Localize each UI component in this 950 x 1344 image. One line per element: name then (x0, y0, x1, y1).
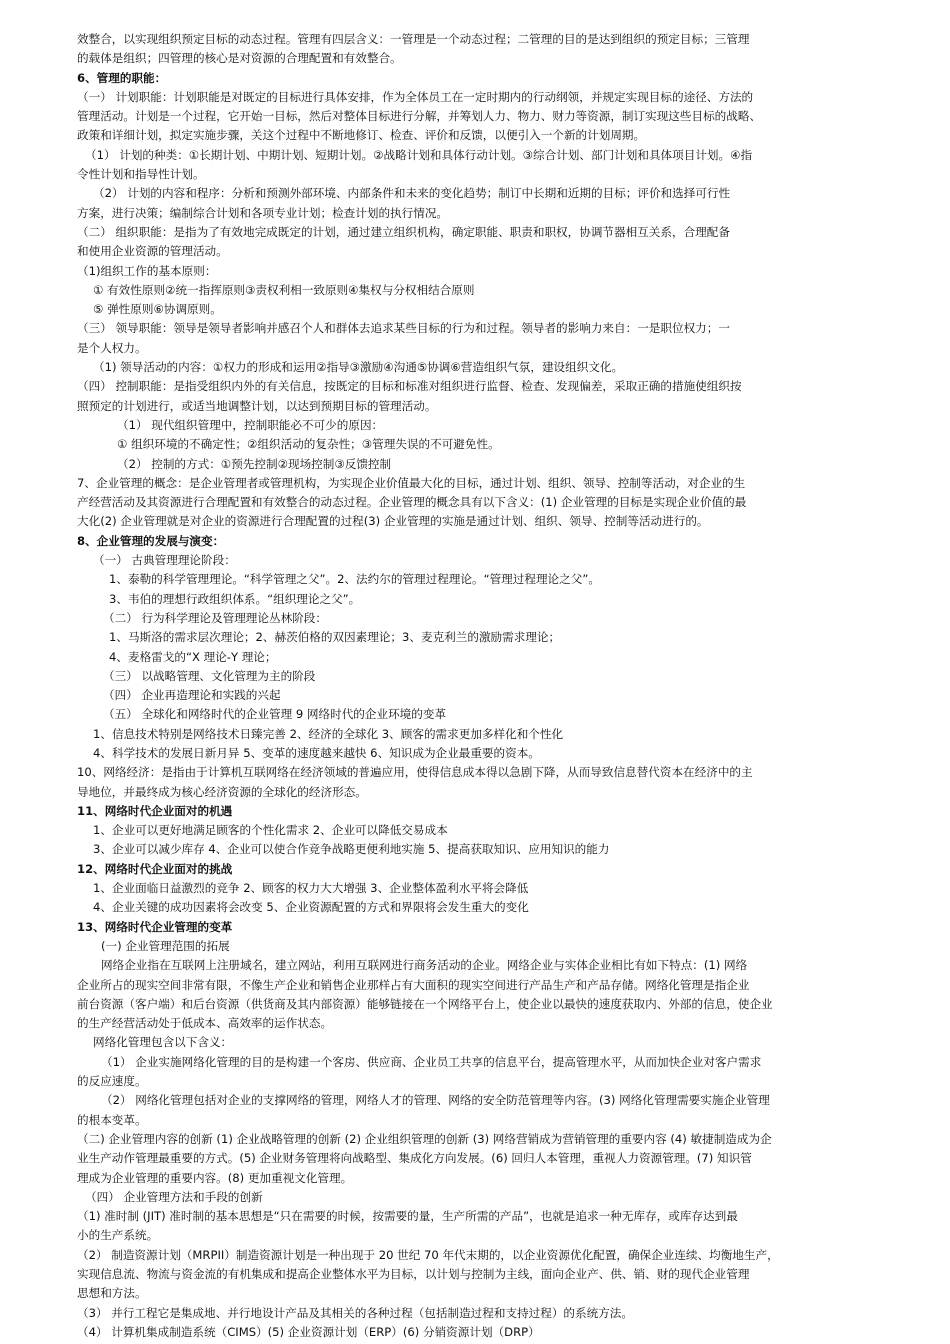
text-line: 网络化管理包含以下含义： (93, 1035, 233, 1050)
text-line: 大化(2) 企业管理就是对企业的资源进行合理配置的过程(3) 企业管理的实施是通过计划、组织、领导、控制等活动进行的。 (77, 514, 709, 529)
text-line: 前台资源（客户端）和后台资源（供货商及其内部资源）能够链接在一个网络平台上，使企业以最快的速度获取内、外部的信息，使企业 (77, 996, 773, 1011)
text-line: 产经营活动及其资源进行合理配置和有效整合的动态过程。企业管理的概念具有以下含义：(1) 企业管理的目标是实现企业价值的最 (77, 495, 747, 510)
text-line: （3） 并行工程它是集成地、并行地设计产品及其相关的各种过程（包括制造过程和支持过程）的系统方法。 (77, 1305, 633, 1320)
text-line: （四） 控制职能：是指受组织内外的有关信息，按既定的目标和标准对组织进行监督、检查、发现偏差，采取正确的措施使组织按 (77, 379, 742, 394)
text-line: （一） 古典管理理论阶段： (93, 553, 236, 568)
text-line: （四） 企业再造理论和实践的兴起 (103, 688, 281, 703)
text-line: 的载体是组织；四管理的核心是对资源的合理配置和有效整合。 (77, 51, 402, 66)
text-line: 理成为企业管理的重要内容。(8) 更加重视文化管理。 (77, 1170, 353, 1185)
text-line: 政策和详细计划，拟定实施步骤，关这个过程中不断地修订、检查、评价和反馈，以便引入一个新的计划周期。 (77, 128, 646, 143)
text-line: 的反应速度。 (77, 1074, 147, 1089)
text-line: 业生产动作管理最重要的方式。(5) 企业财务管理将向战略型、集成化方向发展。(6) 回归人本管理，重视人力资源管理。(7) 知识管 (77, 1151, 752, 1166)
text-line: （1) 领导活动的内容：①权力的形成和运用②指导③激励④沟通⑤协调⑥营造组织气氛，建设组织文化。 (93, 360, 624, 375)
text-line: 效整合，以实现组织预定目标的动态过程。管理有四层含义：一管理是一个动态过程；二管理的目的是达到组织的预定目标；三管理 (77, 32, 750, 46)
text-line: （二) 企业管理内容的创新 (1) 企业战略管理的创新 (2) 企业组织管理的创新 (3) 网络营销成为营销管理的重要内容 (4) 敏捷制造成为企 (77, 1131, 772, 1146)
section-heading: 11、网络时代企业面对的机遇 (77, 803, 233, 818)
text-line: （四） 企业管理方法和手段的创新 (85, 1189, 263, 1204)
text-line: 的根本变革。 (77, 1112, 147, 1127)
text-line: 4、企业关键的成功因素将会改变 5、企业资源配置的方式和界限将会发生重大的变化 (93, 900, 529, 915)
text-line: （1)组织工作的基本原则： (77, 263, 217, 278)
text-line: （2） 制造资源计划（MRPII）制造资源计划是一种出现于 20 世纪 70 年代末期的，以企业资源优化配置，确保企业连续、均衡地生产， (77, 1247, 779, 1262)
text-line: （三） 以战略管理、文化管理为主的阶段 (103, 668, 316, 683)
text-line: （4） 计算机集成制造系统（CIMS）(5) 企业资源计划（ERP）(6) 分销资源计划（DRP） (77, 1324, 540, 1339)
text-line: 思想和方法。 (77, 1286, 147, 1301)
text-line: ⑤ 弹性原则⑥协调原则。 (93, 302, 222, 317)
text-line: 4、麦格雷戈的“X 理论-Y 理论； (109, 649, 277, 664)
text-line: 10、网络经济：是指由于计算机互联网络在经济领域的普遍应用，使得信息成本得以急剧下降，从而导致信息替代资本在经济中的主 (77, 765, 753, 780)
text-line: 1、企业面临日益激烈的竞争 2、顾客的权力大大增强 3、企业整体盈利水平将会降低 (93, 881, 529, 896)
section-heading: 6、管理的职能： (77, 70, 167, 85)
text-line: 1、信息技术特别是网络技术日臻完善 2、经济的全球化 3、顾客的需求更加多样化和个性化 (93, 726, 564, 741)
text-line: （三） 领导职能：领导是领导者影响并感召个人和群体去追求某些目标的行为和过程。领导者的影响力来自：一是职位权力；一 (77, 321, 730, 336)
text-line: 照预定的计划进行，或适当地调整计划，以达到预期目标的管理活动。 (77, 398, 437, 413)
text-line: （二） 组织职能：是指为了有效地完成既定的计划，通过建立组织机构，确定职能、职责和职权，协调节器相互关系，合理配备 (77, 224, 730, 239)
text-line: （1） 企业实施网络化管理的目的是构建一个客房、供应商、企业员工共享的信息平台，提高管理水平，从而加快企业对客户需求 (101, 1054, 762, 1069)
section-heading: 12、网络时代企业面对的挑战 (77, 861, 233, 876)
text-line: 方案，进行决策；编制综合计划和各项专业计划；检查计划的执行情况。 (77, 205, 449, 220)
text-line: 3、韦伯的理想行政组织体系。“组织理论之父”。 (109, 591, 361, 606)
text-line: （2） 控制的方式：①预先控制②现场控制③反馈控制 (117, 456, 392, 471)
text-line: 1、企业可以更好地满足顾客的个性化需求 2、企业可以降低交易成本 (93, 823, 448, 838)
text-line: 和使用企业资源的管理活动。 (77, 244, 228, 259)
text-line: 4、科学技术的发展日新月异 5、变革的速度越来越快 6、知识成为企业最重要的资本。 (93, 745, 540, 760)
text-line: 1、泰勒的科学管理理论。“科学管理之父”。2、法约尔的管理过程理论。“管理过程理论之父”。 (109, 572, 600, 587)
section-heading: 13、网络时代企业管理的变革 (77, 919, 233, 934)
text-line: 小的生产系统。 (77, 1228, 159, 1243)
text-line: （1） 现代组织管理中，控制职能必不可少的原因： (117, 417, 384, 432)
text-line: 网络企业指在互联网上注册域名，建立网站，利用互联网进行商务活动的企业。网络企业与实体企业相比有如下特点：(1) 网络 (101, 958, 748, 973)
section-heading: 8、企业管理的发展与演变： (77, 533, 225, 548)
text-line: 3、企业可以减少库存 4、企业可以使合作竞争战略更便利地实施 5、提高获取知识、应用知识的能力 (93, 842, 610, 857)
text-line: （2） 计划的内容和程序：分析和预测外部环境、内部条件和未来的变化趋势；制订中长期和近期的目标；评价和选择可行性 (93, 186, 731, 201)
text-line: （2） 网络化管理包括对企业的支撑网络的管理，网络人才的管理、网络的安全防范管理等内容。(3) 网络化管理需要实施企业管理 (101, 1093, 770, 1108)
text-line: (一) 企业管理范围的拓展 (101, 938, 230, 953)
text-line: （五） 全球化和网络时代的企业管理 9 网络时代的企业环境的变革 (103, 707, 447, 722)
text-line: 管理活动。计划是一个过程，它开始一目标，然后对整体目标进行分解，并筹划人力、物力、财力等资源，制订实现这些目标的战略、 (77, 109, 762, 124)
text-line: （二） 行为科学理论及管理理论丛林阶段： (103, 610, 327, 625)
text-line: （1) 准时制 (JIT) 准时制的基本思想是“只在需要的时候，按需要的量，生产所需的产品”，也就是追求一种无库存，或库存达到最 (77, 1209, 738, 1224)
text-line: 1、马斯洛的需求层次理论；2、赫茨伯格的双因素理论；3、麦克利兰的激励需求理论； (109, 630, 561, 645)
text-line: 是个人权力。 (77, 340, 147, 355)
text-line: （一） 计划职能：计划职能是对既定的目标进行具体安排，作为全体员工在一定时期内的行动纲领，并规定实现目标的途径、方法的 (77, 89, 754, 104)
text-line: ① 有效性原则②统一指挥原则③责权利相一致原则④集权与分权相结合原则 (93, 282, 475, 297)
text-line: 7、企业管理的概念：是企业管理者或管理机构，为实现企业价值最大化的目标，通过计划、组织、领导、控制等活动，对企业的生 (77, 475, 746, 490)
text-line: ① 组织环境的不确定性；②组织活动的复杂性；③管理失误的不可避免性。 (117, 437, 500, 452)
text-line: 企业所占的现实空间非常有限，不像生产企业和销售企业那样占有大面积的现实空间进行产品生产和产品存储。网络化管理是指企业 (77, 977, 750, 992)
text-line: 令性计划和指导性计划。 (77, 167, 205, 182)
text-line: 实现信息流、物流与资金流的有机集成和提高企业整体水平为目标，以计划与控制为主线，面向企业产、供、销、财的现代企业管理 (77, 1267, 750, 1281)
text-line: （1） 计划的种类：①长期计划、中期计划、短期计划。②战略计划和具体行动计划。③综合计划、部门计划和具体项目计划。④指 (85, 147, 753, 162)
text-line: 导地位，并最终成为核心经济资源的全球化的经济形态。 (77, 784, 367, 799)
text-line: 的生产经营活动处于低成本、高效率的运作状态。 (77, 1016, 333, 1031)
